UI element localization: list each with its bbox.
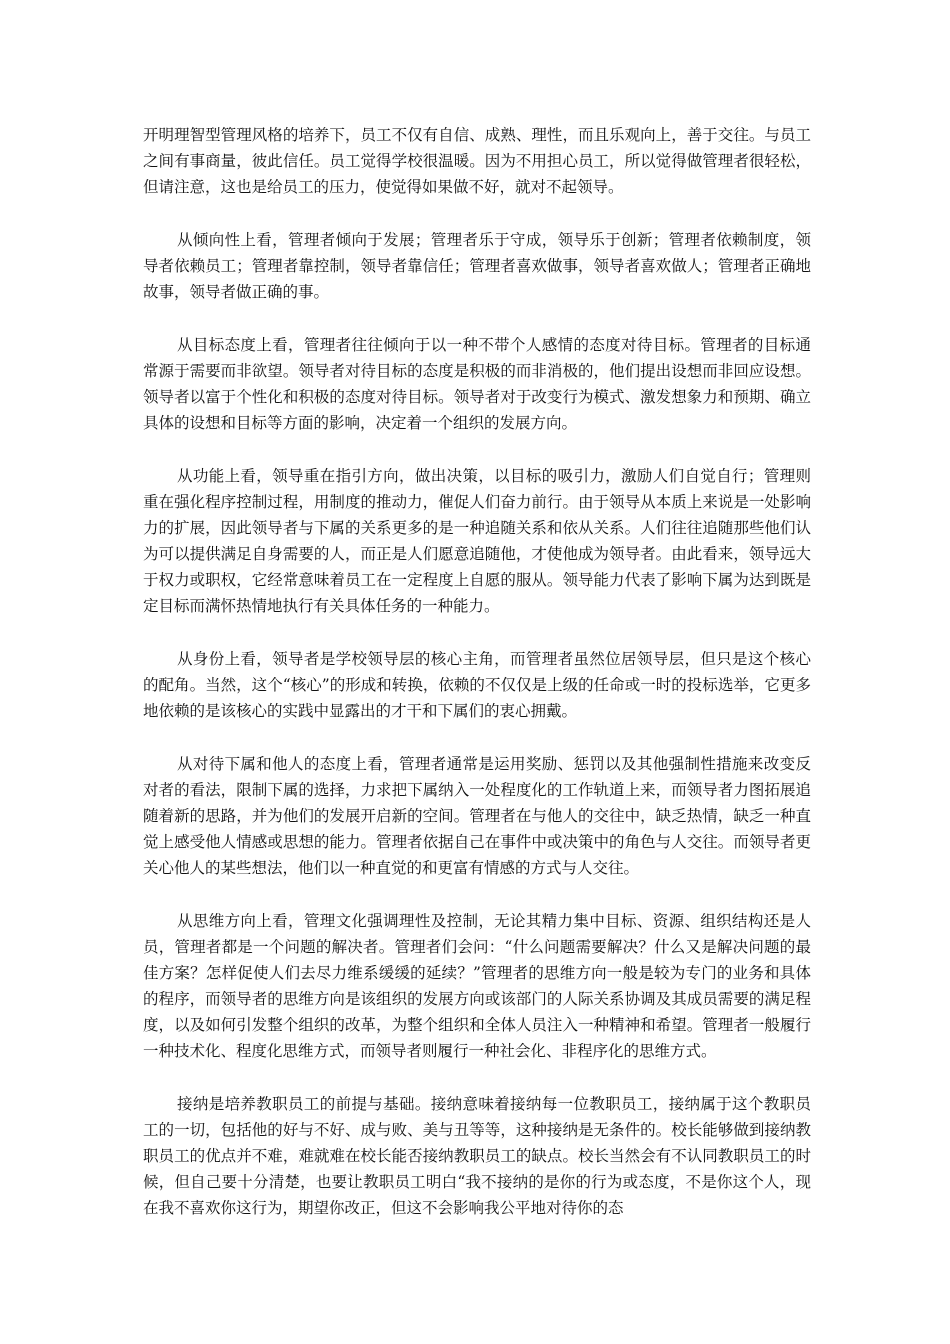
paragraph-7: 从思维方向上看，管理文化强调理性及控制，无论其精力集中目标、资源、组织结构还是人员，管理者都是一个问题的解决者。管理者们会问：“什么问题需要解决？什么又是解决问题的最佳方案？怎样促使人们去尽力维系缓缓的延续？”管理者的思维方向一般是较为专门的业务和具体的程序，而领导者的思维方向是该组织的发展方向或该部门的人际关系协调及其成员需要的满足程度，以及如何引发整个组织的改革，为整个组织和全体人员注入一种精神和希望。管理者一般履行一种技术化、程度化思维方式，而领导者则履行一种社会化、非程序化的思维方式。 bbox=[143, 912, 811, 1060]
paragraph-4: 从功能上看，领导重在指引方向，做出决策，以目标的吸引力，激励人们自觉自行；管理则重在强化程序控制过程，用制度的推动力，催促人们奋力前行。由于领导从本质上来说是一处影响力的扩展，因此领导者与下属的关系更多的是一种追随关系和依从关系。人们往往追随那些他们认为可以提供满足自身需要的人，而正是人们愿意追随他，才使他成为领导者。由此看来，领导远大于权力或职权，它经常意味着员工在一定程度上自愿的服从。领导能力代表了影响下属为达到既是定目标而满怀热情地执行有关具体任务的一种能力。 bbox=[143, 467, 811, 615]
paragraph-3: 从目标态度上看，管理者往往倾向于以一种不带个人感情的态度对待目标。管理者的目标通常源于需要而非欲望。领导者对待目标的态度是积极的而非消极的，他们提出设想而非回应设想。领导者以富于个性化和积极的态度对待目标。领导者对于改变行为模式、激发想象力和预期、确立具体的设想和目标等方面的影响，决定着一个组织的发展方向。 bbox=[143, 336, 811, 432]
document-body bbox=[143, 122, 811, 1248]
paragraph-6: 从对待下属和他人的态度上看，管理者通常是运用奖励、惩罚以及其他强制性措施来改变反对者的看法，限制下属的选择，力求把下属纳入一处程度化的工作轨道上来，而领导者力图拓展追随着新的思路，并为他们的发展开启新的空间。管理者在与他人的交往中，缺乏热情，缺乏一种直觉上感受他人情感或思想的能力。管理者依据自己在事件中或决策中的角色与人交往。而领导者更关心他人的某些想法，他们以一种直觉的和更富有情感的方式与人交往。 bbox=[143, 755, 811, 877]
paragraph-8: 接纳是培养教职员工的前提与基础。接纳意味着接纳每一位教职员工，接纳属于这个教职员工的一切，包括他的好与不好、成与败、美与丑等等，这种接纳是无条件的。校长能够做到接纳教职员工的优点并不难，难就难在校长能否接纳教职员工的缺点。校长当然会有不认同教职员工的时候，但自己要十分清楚，也要让教职员工明白“我不接纳的是你的行为或态度，不是你这个人，现在我不喜欢你这行为，期望你改正，但这不会影响我公平地对待你的态 bbox=[143, 1095, 811, 1217]
paragraph-2: 从倾向性上看，管理者倾向于发展；管理者乐于守成，领导乐于创新；管理者依赖制度，领导者依赖员工；管理者靠控制，领导者靠信任；管理者喜欢做事，领导者喜欢做人；管理者正确地故事，领导者做正确的事。 bbox=[143, 231, 811, 301]
paragraph-5: 从身份上看，领导者是学校领导层的核心主角，而管理者虽然位居领导层，但只是这个核心的配角。当然，这个“核心”的形成和转换，依赖的不仅仅是上级的任命或一时的投标选举，它更多地依赖的是该核心的实践中显露出的才干和下属们的衷心拥戴。 bbox=[143, 650, 811, 720]
paragraph-1: 开明理智型管理风格的培养下，员工不仅有自信、成熟、理性，而且乐观向上，善于交往。与员工之间有事商量，彼此信任。员工觉得学校很温暖。因为不用担心员工，所以觉得做管理者很轻松，但请注意，这也是给员工的压力，使觉得如果做不好，就对不起领导。 bbox=[143, 126, 811, 196]
